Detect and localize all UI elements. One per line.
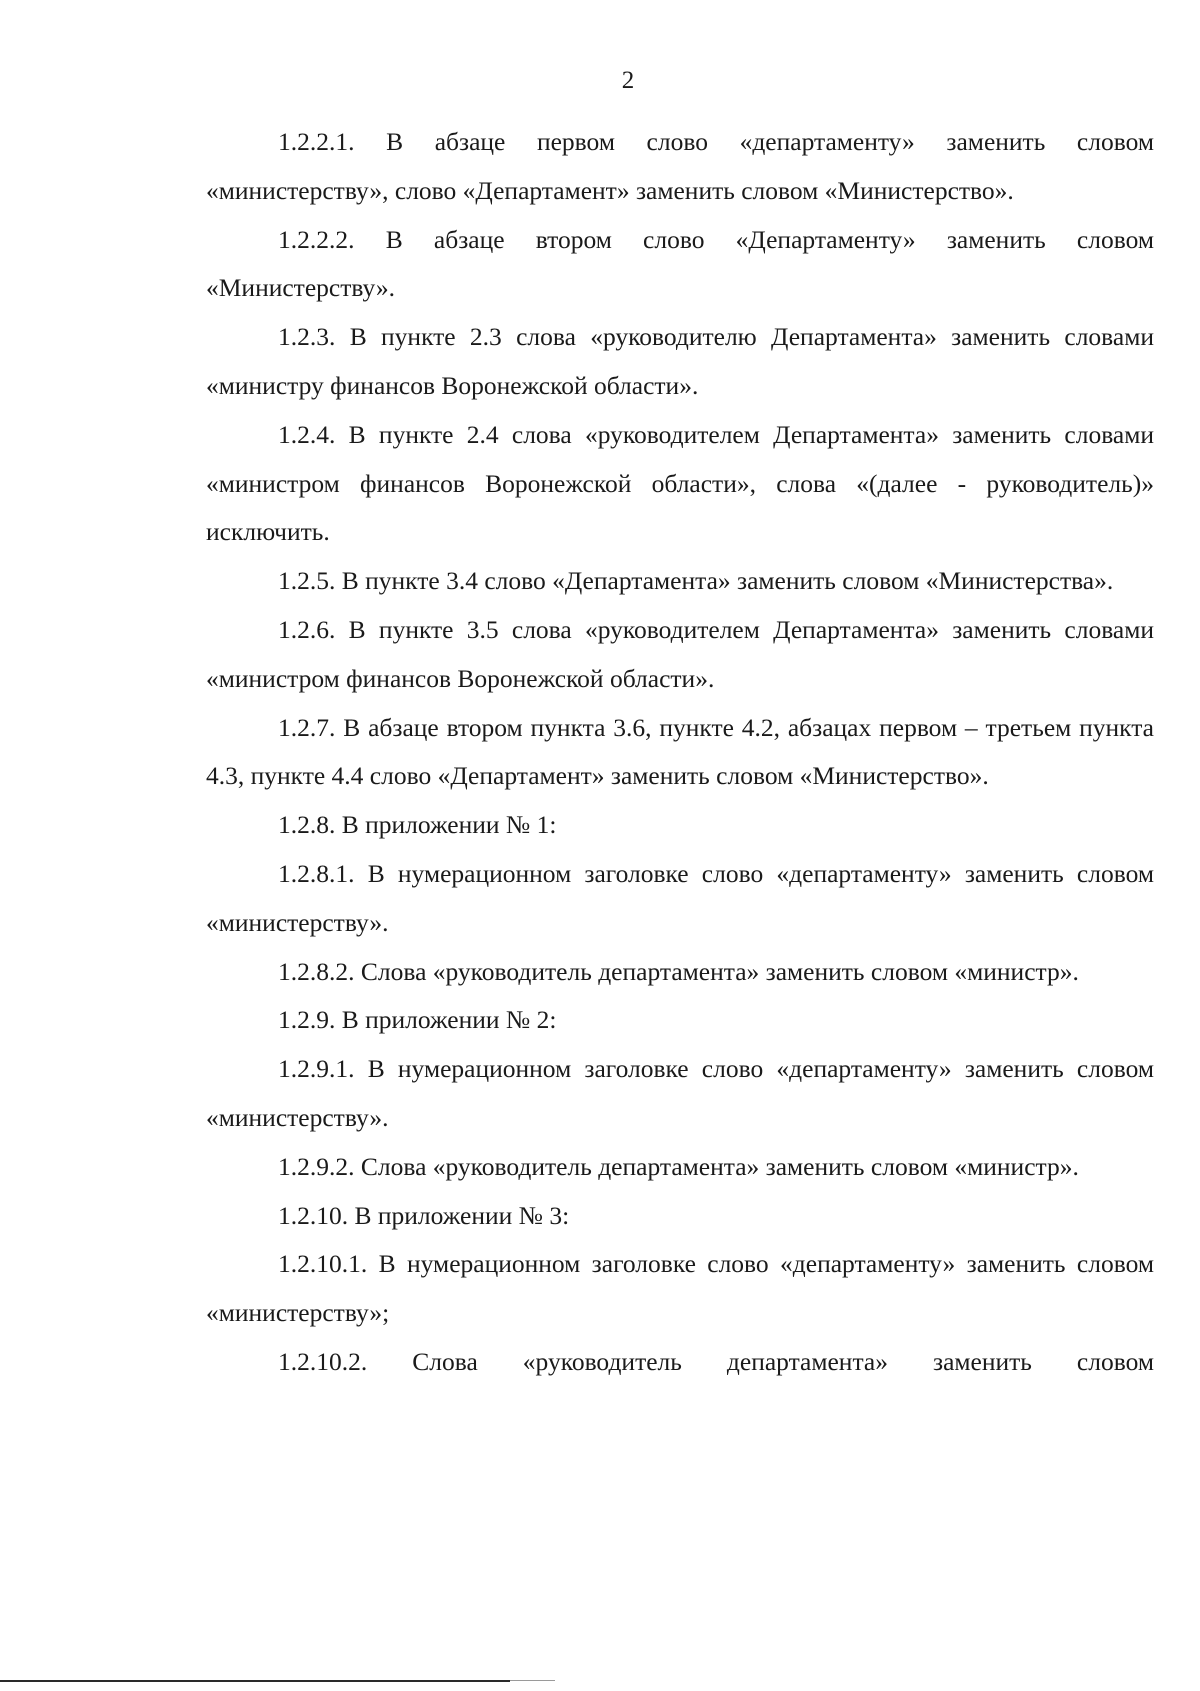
paragraph: 1.2.8.1. В нумерационном заголовке слово «департаменту» заменить словом «министерству». — [206, 858, 1154, 937]
paragraph: 1.2.9.2. Слова «руководитель департамента» заменить словом «министр». — [278, 1151, 1079, 1181]
paragraph: 1.2.5. В пункте 3.4 слово «Департамента» заменить словом «Министерства». — [278, 566, 1114, 596]
paragraph: 1.2.10.1. В нумерационном заголовке слово «департаменту» заменить словом «министерству»; — [206, 1249, 1154, 1328]
paragraph: 1.2.2.2. В абзаце втором слово «Департаменту» заменить словом «Министерству». — [206, 224, 1154, 303]
document-body — [206, 118, 1154, 1387]
paragraph: 1.2.6. В пункте 3.5 слова «руководителем Департамента» заменить словами «министром финансов Воронежской области». — [206, 614, 1154, 693]
paragraph: 1.2.3. В пункте 2.3 слова «руководителю Департамента» заменить словами «министру финансов Воронежской области». — [206, 322, 1154, 400]
paragraph: 1.2.10. В приложении № 3: — [278, 1200, 570, 1230]
paragraph: 1.2.7. В абзаце втором пункта 3.6, пункте 4.2, абзацах первом – третьем пункта 4.3, пункте 4.4 слово «Департамент» заменить словом «Министерство». — [206, 712, 1154, 791]
paragraph: 1.2.9. В приложении № 2: — [278, 1005, 557, 1035]
paragraph: 1.2.8. В приложении № 1: — [278, 810, 557, 840]
paragraph: 1.2.2.1. В абзаце первом слово «департаменту» заменить словом «министерству», слово «Департамент» заменить словом «Министерство». — [206, 127, 1154, 205]
paragraph: 1.2.9.1. В нумерационном заголовке слово «департаменту» заменить словом «министерству». — [206, 1054, 1154, 1132]
scan-edge-line — [0, 1680, 510, 1682]
paragraph: 1.2.8.2. Слова «руководитель департамента» заменить словом «министр». — [278, 956, 1079, 986]
scan-edge-line-faint — [510, 1680, 555, 1681]
paragraph: 1.2.4. В пункте 2.4 слова «руководителем Департамента» заменить словами «министром финансов Воронежской области», слова «(далее - руководитель)» исключить. — [206, 419, 1154, 547]
page-number: 2 — [621, 67, 635, 94]
paragraph: 1.2.10.2. Слова «руководитель департамента» заменить словом — [278, 1346, 1154, 1376]
